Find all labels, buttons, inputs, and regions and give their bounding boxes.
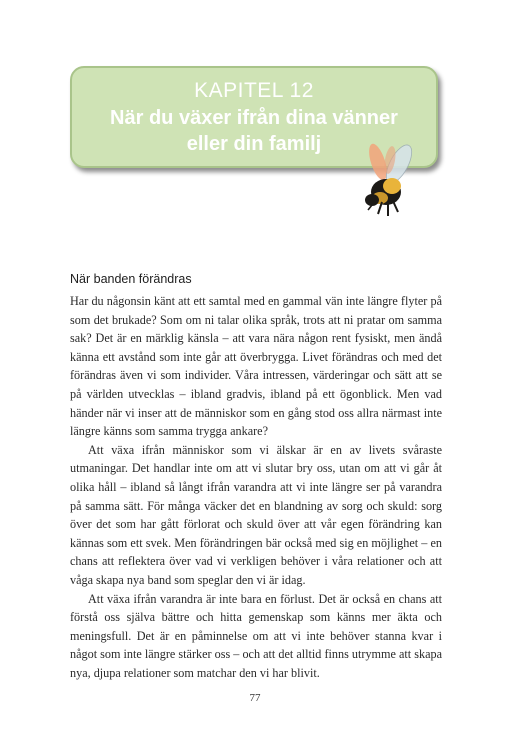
paragraph: Har du någonsin känt att ett samtal med en gammal vän inte längre flyter på som det brukade? Som om ni talar olika språk, trots att ni pratar om samma sak? Det är en märklig känsla – att vara nära någon rent fysiskt, men ändå känna ett avstånd som inte går att överbrygga. Livet förändras och med det förändras även vi som individer. Våra intressen, värderingar och sätt att se på världen utvecklas – ibland gradvis, ibland på ett ögonblick. Men vad händer när vi inser att de människor som en gång stod oss allra närmast inte längre känns som samma trygga ankare? [70, 294, 442, 439]
body-text [70, 292, 442, 682]
paragraph: Att växa ifrån människor som vi älskar är en av livets svåraste utmaningar. Det handlar inte om att vi slutar bry oss, utan om att vi går åt olika håll – ibland så långt ifrån varandra att vi inte längre ser på varandra på samma sätt. För många väcker det en blandning av sorg och skuld: sorg över det som har gått förlorat och skuld över att vår egen förändring kan kännas som ett svek. Men förändringen bär också med sig en möjlighet – en chans att reflektera över vad vi verkligen behöver i våra relationer och att våga skapa nya band som speglar den vi är idag. [70, 442, 442, 587]
paragraph: Att växa ifrån varandra är inte bara en förlust. Det är också en chans att förstå oss själva bättre och hitta gemenskap som känns mer äkta och meningsfull. Det är en påminnelse om att vi inte behöver stanna kvar i något som inte längre stärker oss – och att det alltid finns utrymme att skapa nya, djupa relationer som matchar den vi har blivit. [70, 591, 442, 680]
chapter-label: KAPITEL 12 [194, 79, 314, 102]
bumblebee-icon [352, 140, 422, 220]
page-number: 77 [249, 692, 261, 704]
chapter-title: När du växer ifrån dina vänner eller din familj [110, 107, 398, 155]
section-heading: När banden förändras [70, 272, 192, 286]
